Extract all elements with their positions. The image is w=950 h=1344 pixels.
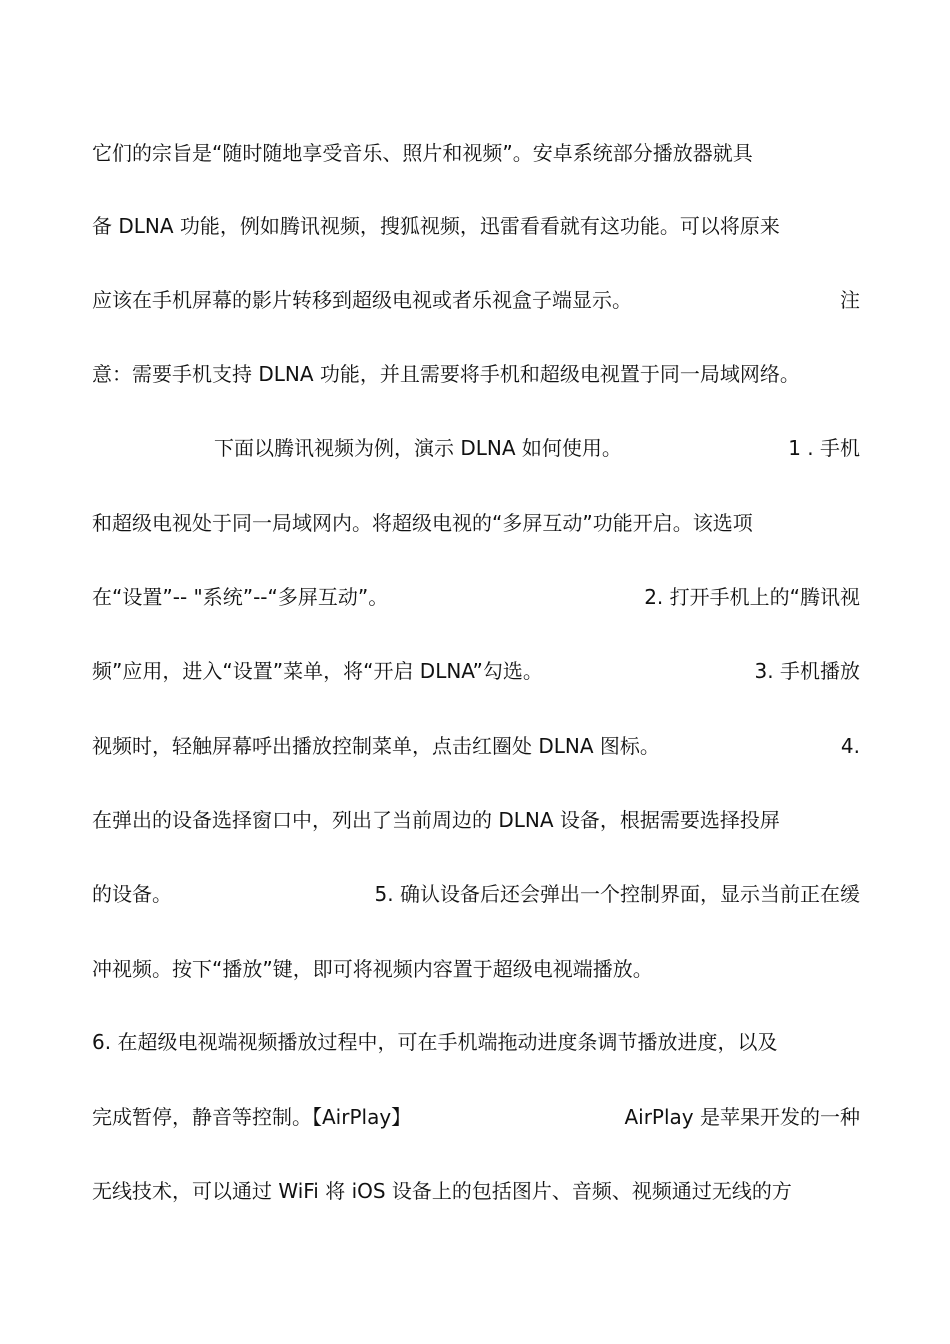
text-segment: 视频时，轻触屏幕呼出播放控制菜单，点击红圈处 DLNA 图标。 xyxy=(92,734,660,758)
text-line xyxy=(92,874,860,914)
text-segment: 4. xyxy=(840,734,860,758)
text-line xyxy=(92,949,860,989)
text-line xyxy=(92,354,860,394)
text-segment: 冲视频。按下“播放”键，即可将视频内容置于超级电视端播放。 xyxy=(92,957,653,981)
text-line xyxy=(92,1171,860,1211)
text-segment: 5. 确认设备后还会弹出一个控制界面，显示当前正在缓 xyxy=(374,882,860,906)
text-segment: 备 DLNA 功能，例如腾讯视频，搜狐视频，迅雷看看就有这功能。可以将原来 xyxy=(92,214,780,238)
text-line xyxy=(92,726,860,766)
text-line xyxy=(92,1097,860,1137)
text-line xyxy=(92,577,860,617)
text-line xyxy=(92,133,860,173)
text-line xyxy=(92,651,860,691)
text-segment: 2. 打开手机上的“腾讯视 xyxy=(644,585,860,609)
text-segment: 注 xyxy=(840,288,860,312)
text-segment: 意：需要手机支持 DLNA 功能，并且需要将手机和超级电视置于同一局域网络。 xyxy=(92,362,800,386)
text-segment: 无线技术，可以通过 WiFi 将 iOS 设备上的包括图片、音频、视频通过无线的方 xyxy=(92,1179,792,1203)
text-segment: AirPlay 是苹果开发的一种 xyxy=(624,1105,860,1129)
text-segment: 在“设置”-- "系统”--“多屏互动”。 xyxy=(92,585,389,609)
text-segment: 的设备。 xyxy=(92,882,172,906)
text-segment: 完成暂停，静音等控制。【AirPlay】 xyxy=(92,1105,412,1129)
text-line xyxy=(92,1022,860,1062)
text-segment: 和超级电视处于同一局域网内。将超级电视的“多屏互动”功能开启。该选项 xyxy=(92,511,753,535)
text-line xyxy=(92,206,860,246)
text-segment: 1 . 手机 xyxy=(788,436,860,460)
text-line xyxy=(92,800,860,840)
text-line xyxy=(92,503,860,543)
text-segment: 3. 手机播放 xyxy=(754,659,860,683)
text-line xyxy=(92,280,860,320)
text-segment: 它们的宗旨是“随时随地享受音乐、照片和视频”。安卓系统部分播放器就具 xyxy=(92,141,753,165)
text-segment: 6. 在超级电视端视频播放过程中，可在手机端拖动进度条调节播放进度，以及 xyxy=(92,1030,778,1054)
text-segment: 频”应用，进入“设置”菜单，将“开启 DLNA”勾选。 xyxy=(92,659,543,683)
text-line xyxy=(92,428,860,468)
text-segment: 应该在手机屏幕的影片转移到超级电视或者乐视盒子端显示。 xyxy=(92,288,632,312)
text-segment: 下面以腾讯视频为例，演示 DLNA 如何使用。 xyxy=(214,436,622,460)
text-segment: 在弹出的设备选择窗口中，列出了当前周边的 DLNA 设备，根据需要选择投屏 xyxy=(92,808,780,832)
